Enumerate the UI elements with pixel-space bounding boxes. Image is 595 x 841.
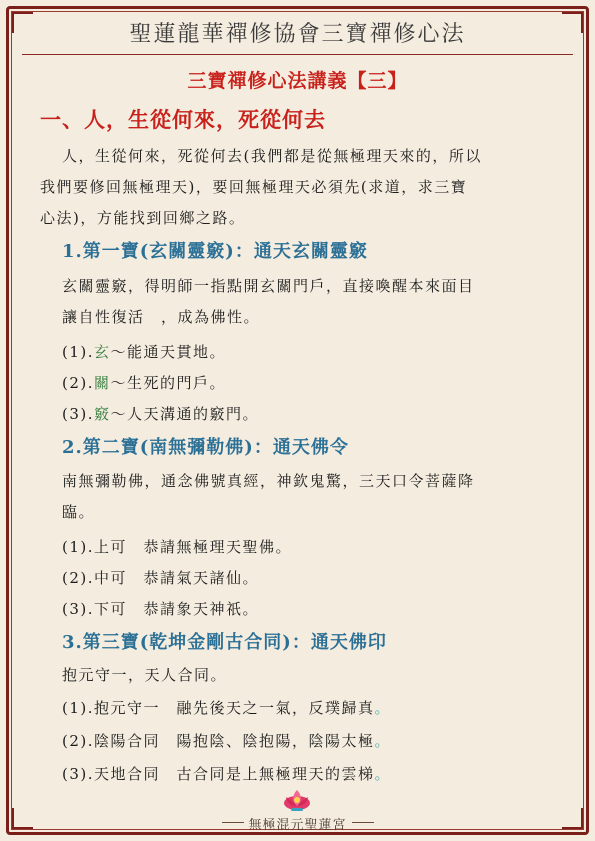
treasure-1-title: 1.第一寶(玄關靈竅)：通天玄關靈竅 <box>62 241 368 262</box>
lecture-title: 三寶禪修心法講義【三】 <box>187 70 408 92</box>
header-title: 聖蓮龍華禪修協會三寶禪修心法 <box>129 22 466 47</box>
item-text: 中可 恭請氣天諸仙。 <box>94 569 260 587</box>
item-number: (2). <box>62 374 95 392</box>
item-end-mark: 。 <box>374 699 392 717</box>
treasure-3-title: 3.第三寶(乾坤金剛古合同)：通天佛印 <box>62 632 387 653</box>
list-item <box>62 697 391 718</box>
section-title: 一、人，生從何來，死從何去 <box>40 107 326 132</box>
treasure-1-desc: 玄關靈竅，得明師一指點開玄關門戶，直接喚醒本來面目 <box>62 277 475 295</box>
item-keyword: 竅 <box>94 405 111 423</box>
item-number: (2). <box>62 732 95 750</box>
header-divider <box>22 54 573 55</box>
item-keyword: 玄 <box>94 343 111 361</box>
item-number: (3). <box>62 600 95 618</box>
list-item <box>62 536 292 557</box>
item-number: (1). <box>62 538 95 556</box>
list-item <box>62 341 226 362</box>
intro-line: 我們要修回無極理天)，要回無極理天必須先(求道，求三寶 <box>40 178 468 196</box>
list-item <box>62 730 391 751</box>
item-text: 抱元守一 融先後天之一氣，反璞歸真 <box>94 699 375 717</box>
list-item <box>62 598 259 619</box>
treasure-2-desc: 南無彌勒佛，通念佛號真經，神欽鬼驚，三天口令菩薩降 <box>62 472 475 490</box>
item-text: ～人天溝通的竅門。 <box>110 405 260 423</box>
intro-line: 心法)，方能找到回鄉之路。 <box>40 209 246 227</box>
treasure-3-desc: 抱元守一，天人合同。 <box>62 666 228 684</box>
intro-line: 人，生從何來，死從何去(我們都是從無極理天來的，所以 <box>62 147 482 165</box>
item-number: (2). <box>62 569 95 587</box>
item-text: 下可 恭請象天神祇。 <box>94 600 260 618</box>
item-number: (1). <box>62 699 95 717</box>
item-end-mark: 。 <box>374 732 392 750</box>
footer-text: 無極混元聖蓮宮 <box>248 818 347 833</box>
treasure-1-desc: 讓自性復活 ，成為佛性。 <box>62 308 261 326</box>
item-text: ～能通天貫地。 <box>110 343 227 361</box>
list-item <box>62 372 226 393</box>
item-keyword: 關 <box>94 374 111 392</box>
item-text: 陰陽合同 陽抱陰、陰抱陽，陰陽太極 <box>94 732 375 750</box>
list-item <box>62 763 391 784</box>
lotus-emblem-icon <box>281 787 313 813</box>
item-number: (3). <box>62 765 95 783</box>
item-number: (3). <box>62 405 95 423</box>
treasure-2-desc: 臨。 <box>62 503 96 521</box>
list-item <box>62 567 259 588</box>
item-text: 天地合同 古合同是上無極理天的雲梯 <box>94 765 375 783</box>
item-text: ～生死的門戶。 <box>110 374 227 392</box>
item-number: (1). <box>62 343 95 361</box>
item-end-mark: 。 <box>374 765 392 783</box>
item-text: 上可 恭請無極理天聖佛。 <box>94 538 293 556</box>
list-item <box>62 403 259 424</box>
treasure-2-title: 2.第二寶(南無彌勒佛)：通天佛令 <box>62 437 349 458</box>
